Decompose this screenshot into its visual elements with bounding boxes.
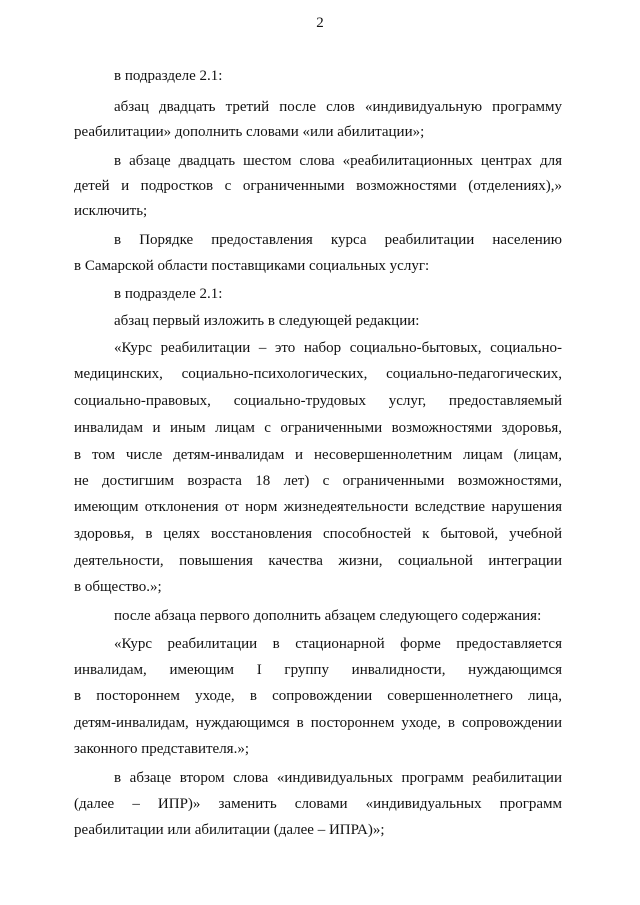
text-line: социально-правовых, социально-трудовых услуг, предоставляемый [74, 393, 562, 409]
text-line: «Курс реабилитации – это набор социально-бытовых, социально- [114, 340, 562, 356]
text-line: медицинских, социально-психологических, социально-педагогических, [74, 366, 562, 382]
text-line: в том числе детям-инвалидам и несовершеннолетним лицам (лицам, [74, 447, 562, 463]
text-line: детям-инвалидам, нуждающимся в постороннем уходе, в сопровождении [74, 715, 562, 731]
text-line: исключить; [74, 203, 148, 219]
text-line: «Курс реабилитации в стационарной форме предоставляется [114, 636, 562, 652]
text-line: (далее – ИПР)» заменить словами «индивидуальных программ [74, 796, 562, 812]
text-line: в подразделе 2.1: [114, 68, 223, 84]
text-line: в абзаце двадцать шестом слова «реабилитационных центрах для [114, 153, 562, 169]
text-line: законного представителя.»; [74, 741, 249, 757]
text-line: не достигшим возраста 18 лет) с ограниченными возможностями, [74, 473, 562, 489]
text-line: реабилитации» дополнить словами «или абилитации»; [74, 124, 425, 140]
text-line: инвалидам, имеющим I группу инвалидности, нуждающимся [74, 662, 562, 678]
text-line: здоровья, в целях восстановления способностей к бытовой, учебной [74, 526, 562, 542]
text-line: в абзаце втором слова «индивидуальных программ реабилитации [114, 770, 562, 786]
text-line: в Самарской области поставщиками социальных услуг: [74, 258, 430, 274]
text-line: деятельности, повышения качества жизни, социальной интеграции [74, 553, 562, 569]
text-line: после абзаца первого дополнить абзацем следующего содержания: [114, 608, 542, 624]
text-line: абзац двадцать третий после слов «индивидуальную программу [114, 99, 562, 115]
text-line: инвалидам и иным лицам с ограниченными возможностями здоровья, [74, 420, 562, 436]
text-line: абзац первый изложить в следующей редакции: [114, 313, 420, 329]
page-number: 2 [316, 15, 324, 31]
text-line: имеющим отклонения от норм жизнедеятельности вследствие нарушения [74, 499, 562, 515]
text-line: в постороннем уходе, в сопровождении совершеннолетнего лица, [74, 688, 562, 704]
text-line: в Порядке предоставления курса реабилитации населению [114, 232, 562, 248]
text-line: реабилитации или абилитации (далее – ИПРА)»; [74, 822, 385, 838]
text-line: в общество.»; [74, 579, 162, 595]
text-line: в подразделе 2.1: [114, 286, 223, 302]
text-line: детей и подростков с ограниченными возможностями (отделениях),» [74, 178, 562, 194]
